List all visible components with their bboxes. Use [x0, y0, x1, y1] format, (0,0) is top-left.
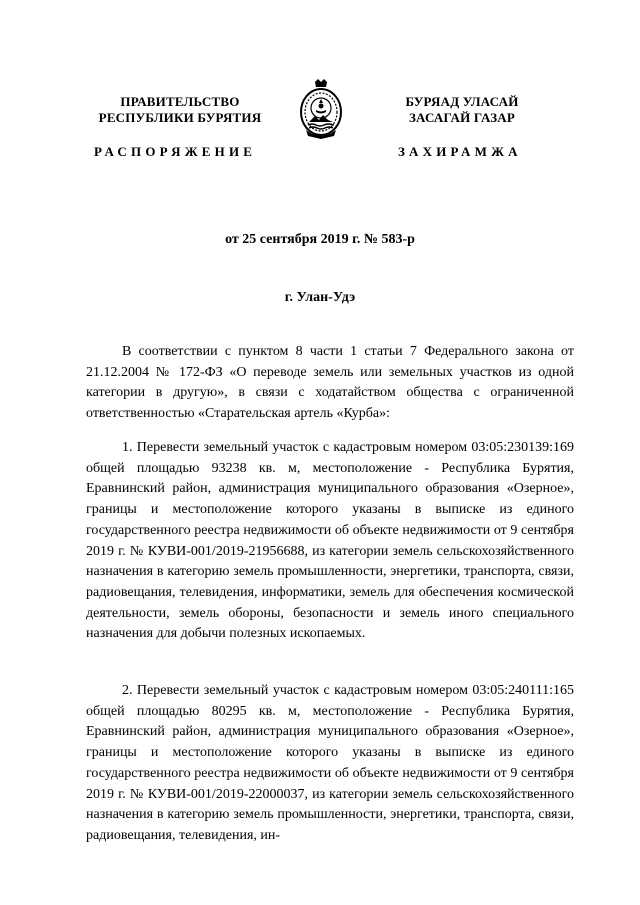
header-left-line1: ПРАВИТЕЛЬСТВО — [120, 94, 240, 109]
decree-city: г. Улан-Удэ — [284, 290, 356, 305]
header-right-line2: ЗАСАГАЙ ГАЗАР — [408, 110, 516, 125]
paragraph-item-1: 1. Перевести земельный участок с кадастровым номером 03:05:230139:169 общей площадью 93238 кв. м, местоположение - Республика Бурятия, Еравнинский район, администрация муниципального образования «Озерное», границы и местоположение которого указаны в выписке из единого государственного реестра недвижимости об объекте недвижимости от 9 сентября 2019 г. № КУВИ-001/2019-21956688, из категории земель сельскохозяйственного назначения в категорию земель промышленности, энергетики, транспорта, связи, радиовещания, телевидения, информатики, земель для обеспечения космической деятельности, земель обороны, безопасности и земель иного специального назначения для добычи полезных ископаемых. — [86, 440, 574, 642]
header-right — [352, 94, 572, 126]
header-left-line2: РЕСПУБЛИКИ БУРЯТИЯ — [98, 110, 262, 125]
paragraph-intro: В соответствии с пунктом 8 части 1 статьи 7 Федерального закона от 21.12.2004 № 172-ФЗ «О переводе земель или земельных участков из одной категории в другую», в связи с ходатайством общества с ограниченной ответственностью «Старательская артель «Курба»: — [86, 344, 574, 422]
decree-date-number: от 25 сентября 2019 г. № 583-р — [225, 232, 415, 247]
decree-title-bua: ЗАХИРАМЖА — [398, 144, 522, 159]
header-right-line1: БУРЯАД УЛАСАЙ — [405, 94, 519, 109]
decree-title-ru: РАСПОРЯЖЕНИЕ — [94, 144, 257, 159]
header-left — [70, 94, 290, 126]
coat-of-arms-icon — [298, 78, 344, 140]
paragraph-item-2: 2. Перевести земельный участок с кадастровым номером 03:05:240111:165 общей площадью 80295 кв. м, местоположение - Республика Бурятия, Еравнинский район, администрация муниципального образования «Озерное», границы и местоположение которого указаны в выписке из единого государственного реестра недвижимости об объекте недвижимости от 9 сентября 2019 г. № КУВИ-001/2019-22000037, из категории земель сельскохозяйственного назначения в категорию земель промышленности, энергетики, транспорта, связи, радиовещания, телевидения, ин- — [86, 683, 574, 843]
